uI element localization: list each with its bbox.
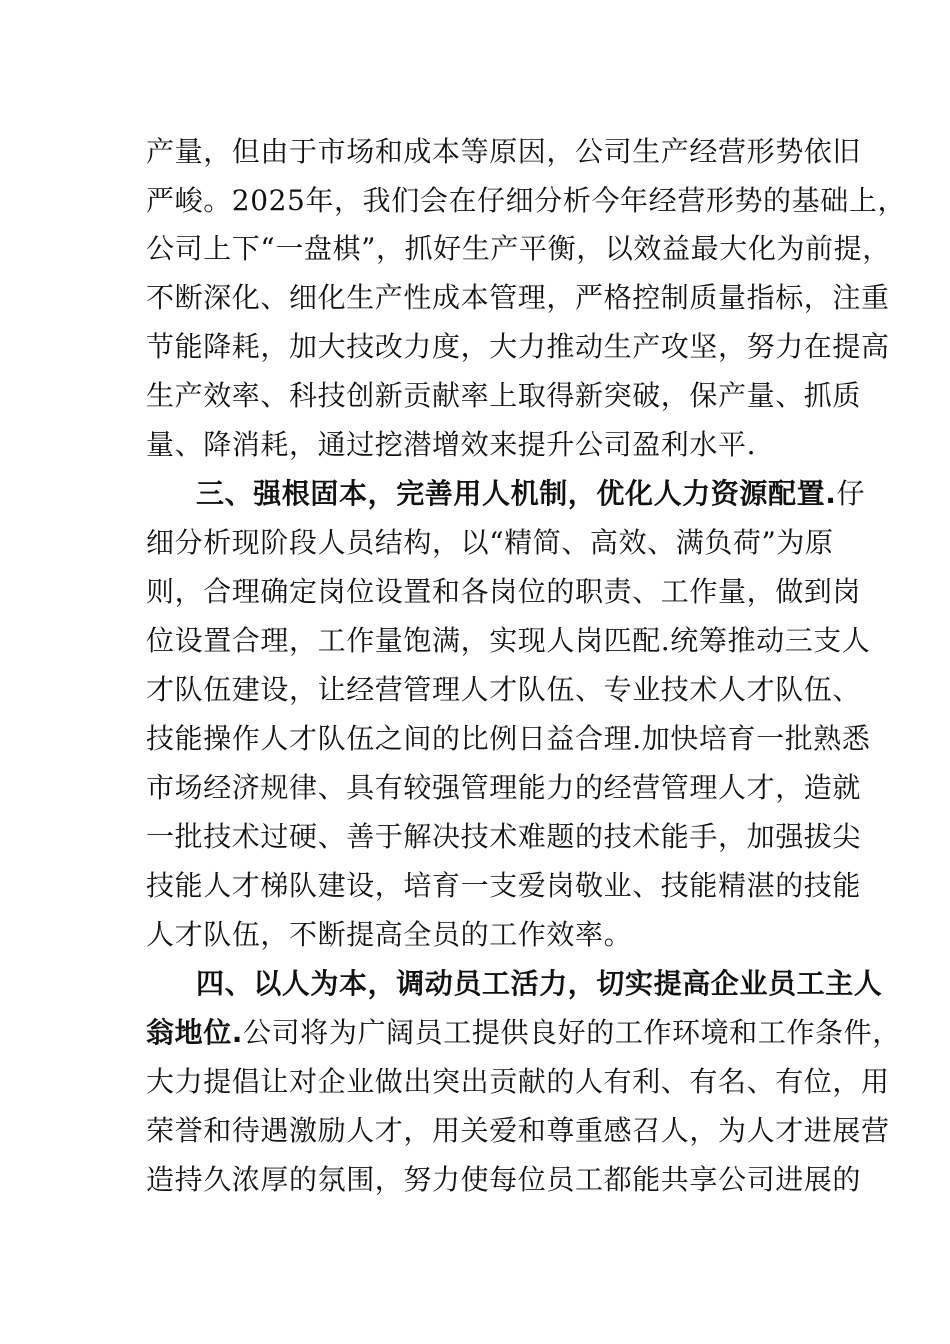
body-text-line: 技能人才梯队建设，培育一支爱岗敬业、技能精湛的技能 (146, 869, 862, 902)
section-3-first-tail: 仔 (836, 477, 866, 510)
section-3-heading-line (196, 476, 866, 512)
section-4-heading-end: 翁地位. (146, 1016, 244, 1049)
body-text-line: 不断深化、细化生产性成本管理，严格控制质量指标，注重 (146, 281, 890, 314)
body-text-line: 严峻。2025年，我们会在仔细分析今年经营形势的基础上， (146, 184, 907, 217)
section-4-heading: 四、以人为本，调动员工活力，切实提高企业员工主人 (196, 967, 883, 1000)
body-text-line: 量、降消耗，通过挖潜增效来提升公司盈利水平. (146, 428, 757, 461)
body-text-line: 一批技术过硬、善于解决技术难题的技术能手，加强拔尖 (146, 820, 862, 853)
body-text-line: 细分析现阶段人员结构，以“精简、高效、满负荷”为原 (146, 526, 834, 559)
section-3-heading: 三、强根固本，完善用人机制，优化人力资源配置. (196, 477, 837, 510)
section-4-heading-line-2 (146, 1015, 901, 1051)
body-text-line: 产量，但由于市场和成本等原因，公司生产经营形势依旧 (146, 135, 862, 168)
body-text-line: 位设置合理，工作量饱满，实现人岗匹配.统筹推动三支人 (146, 624, 871, 657)
body-text-line: 市场经济规律、具有较强管理能力的经营管理人才，造就 (146, 771, 862, 804)
body-text-line: 荣誉和待遇激励人才，用关爱和尊重感召人，为人才进展营 (146, 1114, 890, 1147)
body-text-line: 节能降耗，加大技改力度，大力推动生产攻坚，努力在提高 (146, 330, 890, 363)
body-text-line: 造持久浓厚的氛围，努力使每位员工都能共享公司进展的 (146, 1163, 862, 1196)
body-text-line: 技能操作人才队伍之间的比例日益合理.加快培育一批熟悉 (146, 722, 871, 755)
body-text-line: 公司上下“一盘棋”，抓好生产平衡，以效益最大化为前提， (146, 232, 891, 265)
body-text-line: 大力提倡让对企业做出突出贡献的人有利、有名、有位，用 (146, 1065, 890, 1098)
section-4-heading-tail: 公司将为广阔员工提供良好的工作环境和工作条件， (243, 1016, 901, 1049)
body-text-line: 生产效率、科技创新贡献率上取得新突破，保产量、抓质 (146, 379, 862, 412)
body-text-line: 人才队伍，不断提高全员的工作效率。 (146, 918, 633, 951)
body-text-line: 才队伍建设，让经营管理人才队伍、专业技术人才队伍、 (146, 673, 862, 706)
body-text-line: 则，合理确定岗位设置和各岗位的职责、工作量，做到岗 (146, 575, 862, 608)
